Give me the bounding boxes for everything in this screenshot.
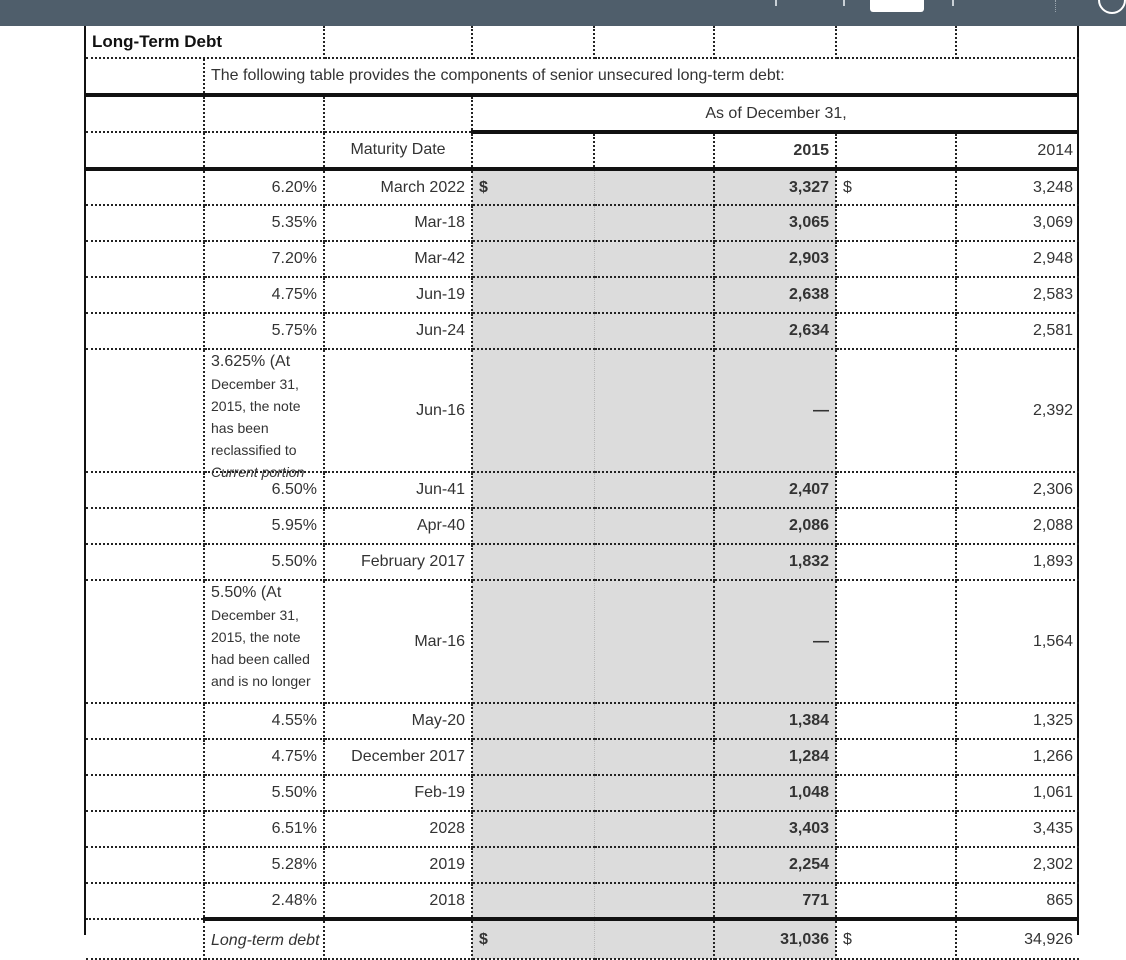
dollar-sign-2014[interactable] (836, 580, 956, 703)
dollar-sign-2014[interactable] (836, 349, 956, 472)
value-2014[interactable]: 2,306 (956, 472, 1079, 508)
value-2014[interactable]: 1,325 (956, 703, 1079, 739)
header-row-as-of (86, 95, 1079, 132)
value-2015[interactable]: 2,254 (714, 847, 836, 883)
dollar-sign-2015[interactable] (472, 544, 594, 580)
cell[interactable] (204, 95, 324, 132)
cell[interactable] (86, 205, 204, 241)
help-icon[interactable] (1098, 0, 1126, 14)
value-2014[interactable]: 1,061 (956, 775, 1079, 811)
dollar-sign-2014[interactable] (836, 277, 956, 313)
as-of-header[interactable]: As of December 31, (472, 95, 1079, 132)
cell[interactable] (324, 919, 472, 959)
cell[interactable] (594, 205, 714, 241)
interest-rate[interactable]: 2.48% (204, 883, 324, 919)
cell[interactable] (836, 26, 956, 58)
debt-row (86, 508, 1079, 544)
total-2014[interactable]: 34,926 (956, 919, 1079, 959)
dollar-sign-2014[interactable] (836, 811, 956, 847)
cell[interactable] (324, 95, 472, 132)
dollar-sign-2015[interactable] (472, 775, 594, 811)
cell[interactable] (594, 580, 714, 703)
value-2014[interactable]: 2,948 (956, 241, 1079, 277)
debt-row (86, 703, 1079, 739)
maturity-date[interactable]: 2028 (324, 811, 472, 847)
cell[interactable] (956, 26, 1079, 58)
cell[interactable] (594, 277, 714, 313)
maturity-date[interactable]: Mar-18 (324, 205, 472, 241)
debt-row (86, 580, 1079, 703)
toolbar-separator (1055, 0, 1056, 12)
debt-row (86, 313, 1079, 349)
cell[interactable] (86, 739, 204, 775)
interest-rate[interactable]: 5.28% (204, 847, 324, 883)
cell[interactable] (86, 544, 204, 580)
dollar-sign-2015[interactable] (472, 508, 594, 544)
cell[interactable] (86, 95, 204, 132)
rate-note-box (211, 350, 317, 480)
dollar-sign-2015[interactable] (472, 472, 594, 508)
cell[interactable] (594, 26, 714, 58)
debt-row (86, 169, 1079, 205)
cell[interactable] (86, 580, 204, 703)
cell[interactable] (472, 132, 594, 169)
section-title[interactable]: Long-Term Debt (86, 26, 324, 58)
interest-rate[interactable]: 4.55% (204, 703, 324, 739)
interest-rate[interactable]: 4.75% (204, 277, 324, 313)
cell[interactable] (86, 169, 204, 205)
interest-rate-note[interactable] (204, 349, 324, 480)
table-body (86, 26, 1079, 959)
maturity-date[interactable]: Apr-40 (324, 508, 472, 544)
cell[interactable] (594, 703, 714, 739)
intro-row (86, 58, 1079, 95)
interest-rate[interactable]: 6.50% (204, 472, 324, 508)
debt-row (86, 349, 1079, 472)
maturity-date[interactable]: Jun-16 (324, 349, 472, 472)
interest-rate[interactable]: 5.95% (204, 508, 324, 544)
cell[interactable] (714, 26, 836, 58)
cell[interactable] (594, 169, 714, 205)
value-2014[interactable]: 1,564 (956, 580, 1079, 703)
header-row-years (86, 132, 1079, 169)
debt-row (86, 277, 1079, 313)
maturity-date[interactable]: Mar-16 (324, 580, 472, 703)
debt-row (86, 205, 1079, 241)
value-2014[interactable]: 3,069 (956, 205, 1079, 241)
cell[interactable] (86, 883, 204, 919)
interest-rate[interactable]: 6.20% (204, 169, 324, 205)
value-2014[interactable]: 3,435 (956, 811, 1079, 847)
maturity-date[interactable]: 2018 (324, 883, 472, 919)
dollar-sign-2015[interactable] (472, 241, 594, 277)
rate-note-italic: Current portion (211, 464, 305, 480)
dollar-sign-2014[interactable] (836, 775, 956, 811)
debt-row (86, 847, 1079, 883)
total-2015[interactable]: 31,036 (714, 919, 836, 959)
cell[interactable] (86, 775, 204, 811)
value-2014[interactable]: 2,088 (956, 508, 1079, 544)
value-2014[interactable]: 2,581 (956, 313, 1079, 349)
value-2015[interactable]: 1,384 (714, 703, 836, 739)
dollar-sign-2014[interactable] (836, 739, 956, 775)
value-2015[interactable]: 1,832 (714, 544, 836, 580)
spreadsheet-sheet (84, 26, 1079, 949)
value-2014[interactable]: 2,392 (956, 349, 1079, 472)
cell[interactable] (594, 472, 714, 508)
toolbar-divider (775, 0, 777, 6)
dollar-sign-2014[interactable] (836, 703, 956, 739)
maturity-date[interactable]: 2019 (324, 847, 472, 883)
dollar-sign-2014[interactable] (836, 544, 956, 580)
maturity-date[interactable]: Mar-42 (324, 241, 472, 277)
cell[interactable] (86, 703, 204, 739)
value-2015[interactable]: 3,327 (714, 169, 836, 205)
interest-rate[interactable]: 5.50% (204, 775, 324, 811)
maturity-date[interactable]: Jun-41 (324, 472, 472, 508)
value-2015[interactable]: 2,634 (714, 313, 836, 349)
cell[interactable] (324, 26, 472, 58)
cell[interactable] (86, 847, 204, 883)
value-2015[interactable]: 1,048 (714, 775, 836, 811)
value-2014[interactable]: 2,302 (956, 847, 1079, 883)
cell[interactable] (86, 472, 204, 508)
interest-rate-note[interactable] (204, 580, 324, 703)
value-2015[interactable]: 2,407 (714, 472, 836, 508)
interest-rate[interactable]: 4.75% (204, 739, 324, 775)
dollar-sign-2015[interactable] (472, 739, 594, 775)
maturity-date[interactable]: Jun-24 (324, 313, 472, 349)
total-row (86, 919, 1079, 959)
value-2014[interactable]: 3,248 (956, 169, 1079, 205)
cell[interactable] (86, 241, 204, 277)
maturity-date-header[interactable]: Maturity Date (324, 132, 472, 169)
interest-rate[interactable]: 5.75% (204, 313, 324, 349)
interest-rate[interactable]: 5.35% (204, 205, 324, 241)
value-2015[interactable]: 771 (714, 883, 836, 919)
dollar-sign-2014[interactable] (836, 847, 956, 883)
cell[interactable] (594, 847, 714, 883)
cell[interactable] (594, 241, 714, 277)
maturity-date[interactable]: December 2017 (324, 739, 472, 775)
dollar-sign-2015[interactable] (472, 580, 594, 703)
maturity-date[interactable]: Feb-19 (324, 775, 472, 811)
dollar-sign-2015[interactable] (472, 205, 594, 241)
dollar-sign-2015[interactable] (472, 883, 594, 919)
value-2015[interactable]: 1,284 (714, 739, 836, 775)
value-2015[interactable]: 3,065 (714, 205, 836, 241)
dollar-sign-2015[interactable] (472, 313, 594, 349)
cell[interactable] (594, 313, 714, 349)
value-2015[interactable]: 3,403 (714, 811, 836, 847)
value-2014[interactable]: 1,266 (956, 739, 1079, 775)
debt-row (86, 775, 1079, 811)
value-2015[interactable]: 2,086 (714, 508, 836, 544)
value-2014[interactable]: 1,893 (956, 544, 1079, 580)
value-2014[interactable]: 2,583 (956, 277, 1079, 313)
maturity-date[interactable]: March 2022 (324, 169, 472, 205)
interest-rate[interactable]: 6.51% (204, 811, 324, 847)
debt-row (86, 883, 1079, 919)
cell[interactable] (472, 26, 594, 58)
intro-text[interactable]: The following table provides the components of senior unsecured long-term debt: (204, 58, 1079, 95)
long-term-debt-table (86, 26, 1079, 960)
cell[interactable] (86, 58, 204, 95)
dollar-sign-2014[interactable] (836, 508, 956, 544)
debt-row (86, 739, 1079, 775)
maturity-date[interactable]: Jun-19 (324, 277, 472, 313)
value-2015[interactable]: 2,638 (714, 277, 836, 313)
value-2014[interactable]: 865 (956, 883, 1079, 919)
dollar-sign-2014[interactable] (836, 313, 956, 349)
page-number-input[interactable] (870, 0, 924, 12)
cell[interactable] (86, 349, 204, 472)
title-row (86, 26, 1079, 58)
value-2015[interactable]: 2,903 (714, 241, 836, 277)
cell[interactable] (594, 739, 714, 775)
dollar-sign-2014[interactable]: $ (836, 169, 956, 205)
interest-rate[interactable]: 5.50% (204, 544, 324, 580)
dollar-sign-2015[interactable] (472, 847, 594, 883)
dollar-sign-2015[interactable] (472, 349, 594, 472)
dollar-sign-2014[interactable] (836, 472, 956, 508)
dollar-sign-2015[interactable] (472, 811, 594, 847)
cell[interactable] (836, 132, 956, 169)
maturity-date[interactable]: May-20 (324, 703, 472, 739)
value-2015[interactable]: — (714, 349, 836, 472)
cell[interactable] (86, 277, 204, 313)
rate-note-text: December 31, 2015, the note has been reclassified to (211, 376, 301, 458)
rate-note-box (211, 581, 317, 701)
maturity-date[interactable]: February 2017 (324, 544, 472, 580)
cell[interactable] (594, 919, 714, 959)
toolbar-divider (843, 0, 845, 6)
cell[interactable] (594, 544, 714, 580)
cell[interactable] (594, 775, 714, 811)
cell[interactable] (594, 349, 714, 472)
debt-row (86, 241, 1079, 277)
cell[interactable] (86, 132, 204, 169)
dollar-sign-2015[interactable] (472, 703, 594, 739)
interest-rate: 3.625% (At (211, 353, 291, 370)
cell[interactable] (86, 919, 204, 959)
interest-rate[interactable]: 7.20% (204, 241, 324, 277)
dollar-sign-2014[interactable] (836, 883, 956, 919)
toolbar-divider (952, 0, 954, 6)
cell[interactable] (86, 313, 204, 349)
interest-rate: 5.50% (At (211, 584, 282, 601)
cell[interactable] (594, 508, 714, 544)
value-2015[interactable]: — (714, 580, 836, 703)
cell[interactable] (594, 811, 714, 847)
cell[interactable] (86, 811, 204, 847)
dollar-sign-2015[interactable]: $ (472, 169, 594, 205)
viewer-toolbar (0, 0, 1126, 26)
year-2014-header[interactable]: 2014 (956, 132, 1079, 169)
rate-note-text: December 31, 2015, the note had been called and is no longer (211, 607, 311, 689)
debt-row (86, 811, 1079, 847)
cell[interactable] (86, 508, 204, 544)
dollar-sign-2014[interactable] (836, 241, 956, 277)
total-label[interactable]: Long-term debt (204, 919, 324, 959)
year-2015-header[interactable]: 2015 (714, 132, 836, 169)
dollar-sign-2015[interactable] (472, 277, 594, 313)
cell[interactable] (204, 132, 324, 169)
cell[interactable] (594, 132, 714, 169)
dollar-sign-2014[interactable] (836, 205, 956, 241)
total-dollar-2015[interactable]: $ (472, 919, 594, 959)
debt-row (86, 544, 1079, 580)
cell[interactable] (594, 883, 714, 919)
total-dollar-2014[interactable]: $ (836, 919, 956, 959)
